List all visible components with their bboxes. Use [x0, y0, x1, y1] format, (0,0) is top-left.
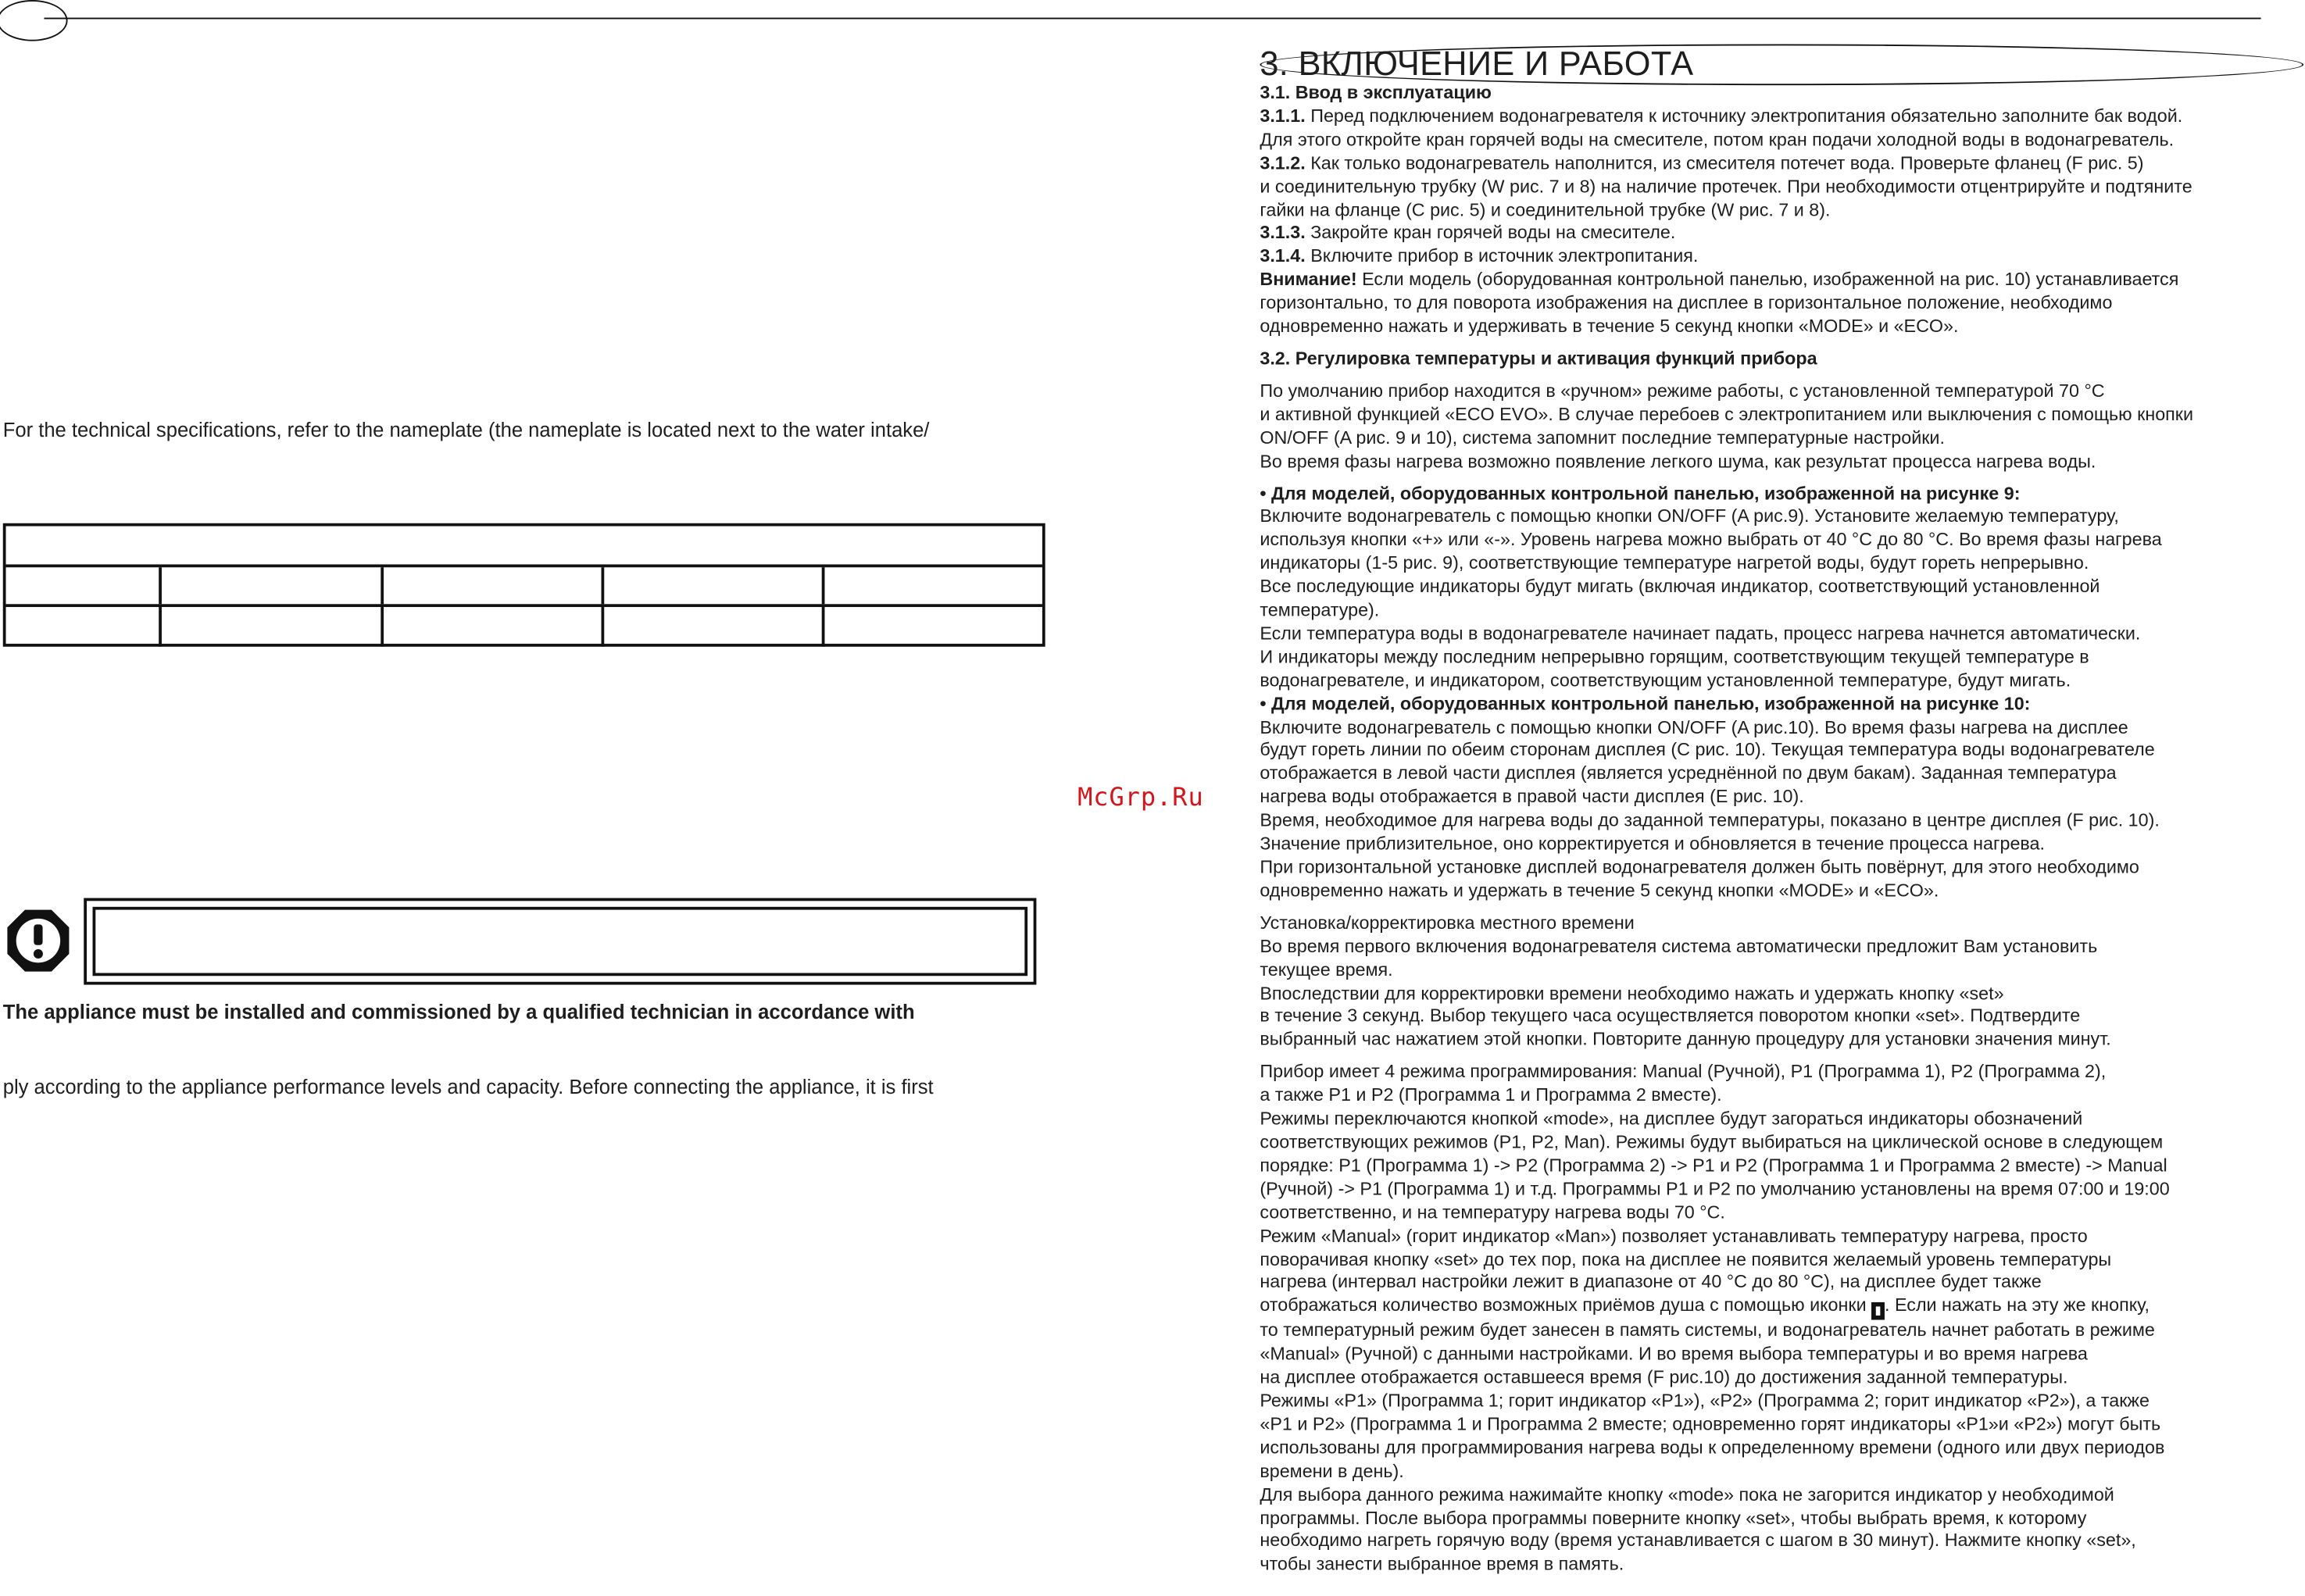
default-line-1: По умолчанию прибор находится в «ручном» режиме работы, с установленной температурой 70 °C — [1260, 380, 2105, 402]
specs-line: For the technical specifications, refer to the nameplate (the nameplate is located next to the water intake/ — [2, 419, 930, 441]
prog-line: (Ручной) -> P1 (Программа 1) и т.д. Программы P1 и P2 по умолчанию установлены на время 07:00 и 19:00 — [1260, 1178, 2170, 1199]
prog-line: порядке: P1 (Программа 1) -> P2 (Программа 2) -> P1 и P2 (Программа 1 и Программа 2 вместе) -> Manual — [1260, 1155, 2167, 1176]
prog-line: «Manual» (Ручной) с данными настройками. И во время выбора температуры и во время нагрева — [1260, 1344, 2088, 1365]
fig10-line: Значение приблизительное, оно корректируется и обновляется в течение процесса нагрева. — [1260, 833, 2045, 855]
attention-line: Внимание! Если модель (оборудованная контрольной панелью, изображенной на рис. 10) устанавливается — [1260, 269, 2179, 291]
table-row — [6, 567, 1042, 607]
step-3-1-1-cont: Для этого откройте кран горячей воды на смесителе, потом кран подачи холодной воды в водонагреватель. — [1260, 129, 2175, 150]
prog-line: нагрева (интервал настройки лежит в диапазоне от 40 °C до 80 °C), на дисплее будет также — [1260, 1272, 2042, 1293]
step-3-1-2-cont2: гайки на фланце (C рис. 5) и соединительной трубке (W рис. 7 и 8). — [1260, 198, 1831, 220]
prog-line: необходимо нагреть горячую воду (время устанавливается с шагом в 30 минут). Нажмите кнопку «set», — [1260, 1530, 2136, 1551]
step-3-1-2: 3.1.2. Как только водонагреватель наполнится, из смесителя потечет вода. Проверьте фланец (F рис. 5) — [1260, 152, 2144, 173]
table-row — [6, 607, 1042, 647]
fig10-line: одновременно нажать и удержать в течение 5 секунд кнопки «MODE» и «ECO». — [1260, 880, 1939, 902]
spec-table-header — [6, 527, 1042, 568]
prog-line: чтобы занести выбранное время в память. — [1260, 1554, 1624, 1575]
step-3-1-1: 3.1.1. Перед подключением водонагревателя к источнику электропитания обязательно заполните бак водой. — [1260, 105, 2183, 127]
fig9-line: Если температура воды в водонагревателе начинает падать, процесс нагрева начнется автоматически. — [1260, 623, 2141, 644]
time-line: текущее время. — [1260, 959, 1393, 980]
prog-line: «P1 и P2» (Программа 1 и Программа 2 вместе; одновременно горят индикаторы «P1»и «P2») могут быть — [1260, 1413, 2161, 1435]
prog-line: Прибор имеет 4 режима программирования: Manual (Ручной), P1 (Программа 1), P2 (Программа 2), — [1260, 1061, 2107, 1083]
section-3-1-heading: 3.1. Ввод в эксплуатацию — [1260, 82, 1492, 103]
exclamation-icon — [6, 909, 71, 973]
attention-line-3: одновременно нажать и удерживать в течение 5 секунд кнопки «MODE» и «ECO». — [1260, 316, 1959, 337]
warning-box — [84, 898, 1036, 985]
fig10-line: нагрева воды отображается в правой части дисплея (E рис. 10). — [1260, 787, 1804, 808]
default-line-3: ON/OFF (A рис. 9 и 10), система запомнит последние температурные настройки. — [1260, 427, 1945, 448]
fig10-line: При горизонтальной установке дисплей водонагревателя должен быть повёрнут, для этого необходимо — [1260, 856, 2139, 878]
fig10-heading: • Для моделей, оборудованных контрольной панелью, изображенной на рисунке 10: — [1260, 693, 2031, 714]
watermark: McGrp.Ru — [1077, 783, 1204, 813]
section-3-2-heading: 3.2. Регулировка температуры и активация функций прибора — [1260, 348, 1817, 370]
warning-text: The appliance must be installed and commissioned by a qualified technician in accordance with — [2, 1001, 915, 1023]
fig9-line: используя кнопки «+» или «-». Уровень нагрева можно выбрать от 40 °C до 80 °C. Во время фазы нагрева — [1260, 529, 2162, 551]
prog-line: Для выбора данного режима нажимайте кнопку «mode» пока не загорится индикатор у необходимой — [1260, 1484, 2114, 1505]
fig10-line: Время, необходимое для нагрева воды до заданной температуры, показано в центре дисплея (F рис. 10). — [1260, 810, 2160, 831]
prog-line: использованы для программирования нагрева воды к определенному времени (одного или двух периодов — [1260, 1437, 2165, 1459]
time-line: Во время первого включения водонагревателя система автоматически предложит Вам установить — [1260, 935, 2098, 957]
step-3-1-2-cont: и соединительную трубку (W рис. 7 и 8) на наличие протечек. При необходимости отцентрируйте и подтяните — [1260, 176, 2192, 197]
supply-line: ply according to the appliance performance levels and capacity. Before connecting the appliance, it is first — [2, 1076, 934, 1098]
fig9-line: температуре). — [1260, 599, 1380, 621]
spec-table — [3, 523, 1045, 647]
fig10-line: отображается в левой части дисплея (является усреднённой по двум бакам). Заданная температура — [1260, 763, 2117, 784]
prog-line: Режимы переключаются кнопкой «mode», на дисплее будут загораться индикаторы обозначений — [1260, 1108, 2083, 1130]
fig10-line: будут гореть линии по обеим сторонам дисплея (C рис. 10). Текущая температура воды водонагревателе — [1260, 740, 2155, 761]
prog-line: отображаться количество возможных приёмов душа с помощью иконки ▮ . Если нажать на эту же кнопку, — [1260, 1295, 2303, 1320]
prog-line: времени в день). — [1260, 1460, 1404, 1481]
prog-line: на дисплее отображается оставшееся время (F рис.10) до достижения заданной температуры. — [1260, 1366, 2068, 1388]
fig9-line: Все последующие индикаторы будут мигать (включая индикатор, соответствующий установленной — [1260, 576, 2100, 598]
prog-line: программы. После выбора программы поверните кнопку «set», чтобы выбрать время, к которому — [1260, 1507, 2087, 1528]
prog-line: Режим «Manual» (горит индикатор «Man») позволяет устанавливать температуру нагрева, просто — [1260, 1225, 2088, 1246]
time-line: Впоследствии для корректировки времени необходимо нажать и удержать кнопку «set» — [1260, 982, 2004, 1004]
fig9-line: Включите водонагреватель с помощью кнопки ON/OFF (A рис.9). Установите желаемую температуру, — [1260, 505, 2119, 527]
step-3-1-3: 3.1.3. Закройте кран горячей воды на смесителе. — [1260, 222, 1676, 244]
right-column — [1260, 44, 2303, 1577]
corner-oval-left — [0, 0, 68, 41]
default-line-4: Во время фазы нагрева возможно появление легкого шума, как результат процесса нагрева воды. — [1260, 450, 2096, 472]
prog-line: то температурный режим будет занесен в память системы, и водонагреватель начнет работать в режиме — [1260, 1320, 2155, 1341]
prog-line: соответствующих режимов (P1, P2, Man). Режимы будут выбираться на циклической основе в следующем — [1260, 1131, 2164, 1152]
shower-icon: ▮ — [1871, 1303, 1885, 1321]
prog-line: Режимы «P1» (Программа 1; горит индикатор «P1»), «P2» (Программа 2; горит индикатор «P2»), а также — [1260, 1390, 2150, 1412]
time-line: в течение 3 секунд. Выбор текущего часа осуществляется поворотом кнопки «set». Подтвердите — [1260, 1005, 2081, 1027]
step-3-1-4: 3.1.4. Включите прибор в источник электропитания. — [1260, 245, 1699, 267]
fig9-line: индикаторы (1-5 рис. 9), соответствующие температуре нагретой воды, будут гореть непрерывно. — [1260, 552, 2089, 574]
prog-line: поворачивая кнопку «set» до тех пор, пока на дисплее не появится желаемый уровень температуры — [1260, 1248, 2112, 1269]
fig9-line: водонагревателе, и индикатором, соответствующим установленной температуре, будут мигать. — [1260, 669, 2071, 691]
page-title: 3. ВКЛЮЧЕНИЕ И РАБОТА — [1260, 44, 1694, 83]
prog-line: соответственно, и на температуру нагрева воды 70 °C. — [1260, 1201, 1725, 1223]
fig10-line: Включите водонагреватель с помощью кнопки ON/OFF (A рис.10). Во время фазы нагрева на дисплее — [1260, 716, 2128, 737]
fig9-heading: • Для моделей, оборудованных контрольной панелью, изображенной на рисунке 9: — [1260, 483, 2021, 504]
time-line: выбранный час нажатием этой кнопки. Повторите данную процедуру для установки значения минут. — [1260, 1029, 2111, 1050]
attention-line-2: горизонтально, то для поворота изображения на дисплее в горизонтальное положение, необходимо — [1260, 292, 2113, 314]
default-line-2: и активной функцией «ECO EVO». В случае перебоев с электропитанием или выключения с помощью кнопки — [1260, 403, 2194, 425]
time-heading: Установка/корректировка местного времени — [1260, 912, 1635, 934]
fig9-line: И индикаторы между последним непрерывно горящим, соответствующим текущей температуре в — [1260, 646, 2089, 667]
prog-line: а также P1 и P2 (Программа 1 и Программа 2 вместе). — [1260, 1084, 1722, 1106]
header-rule — [44, 18, 2260, 20]
